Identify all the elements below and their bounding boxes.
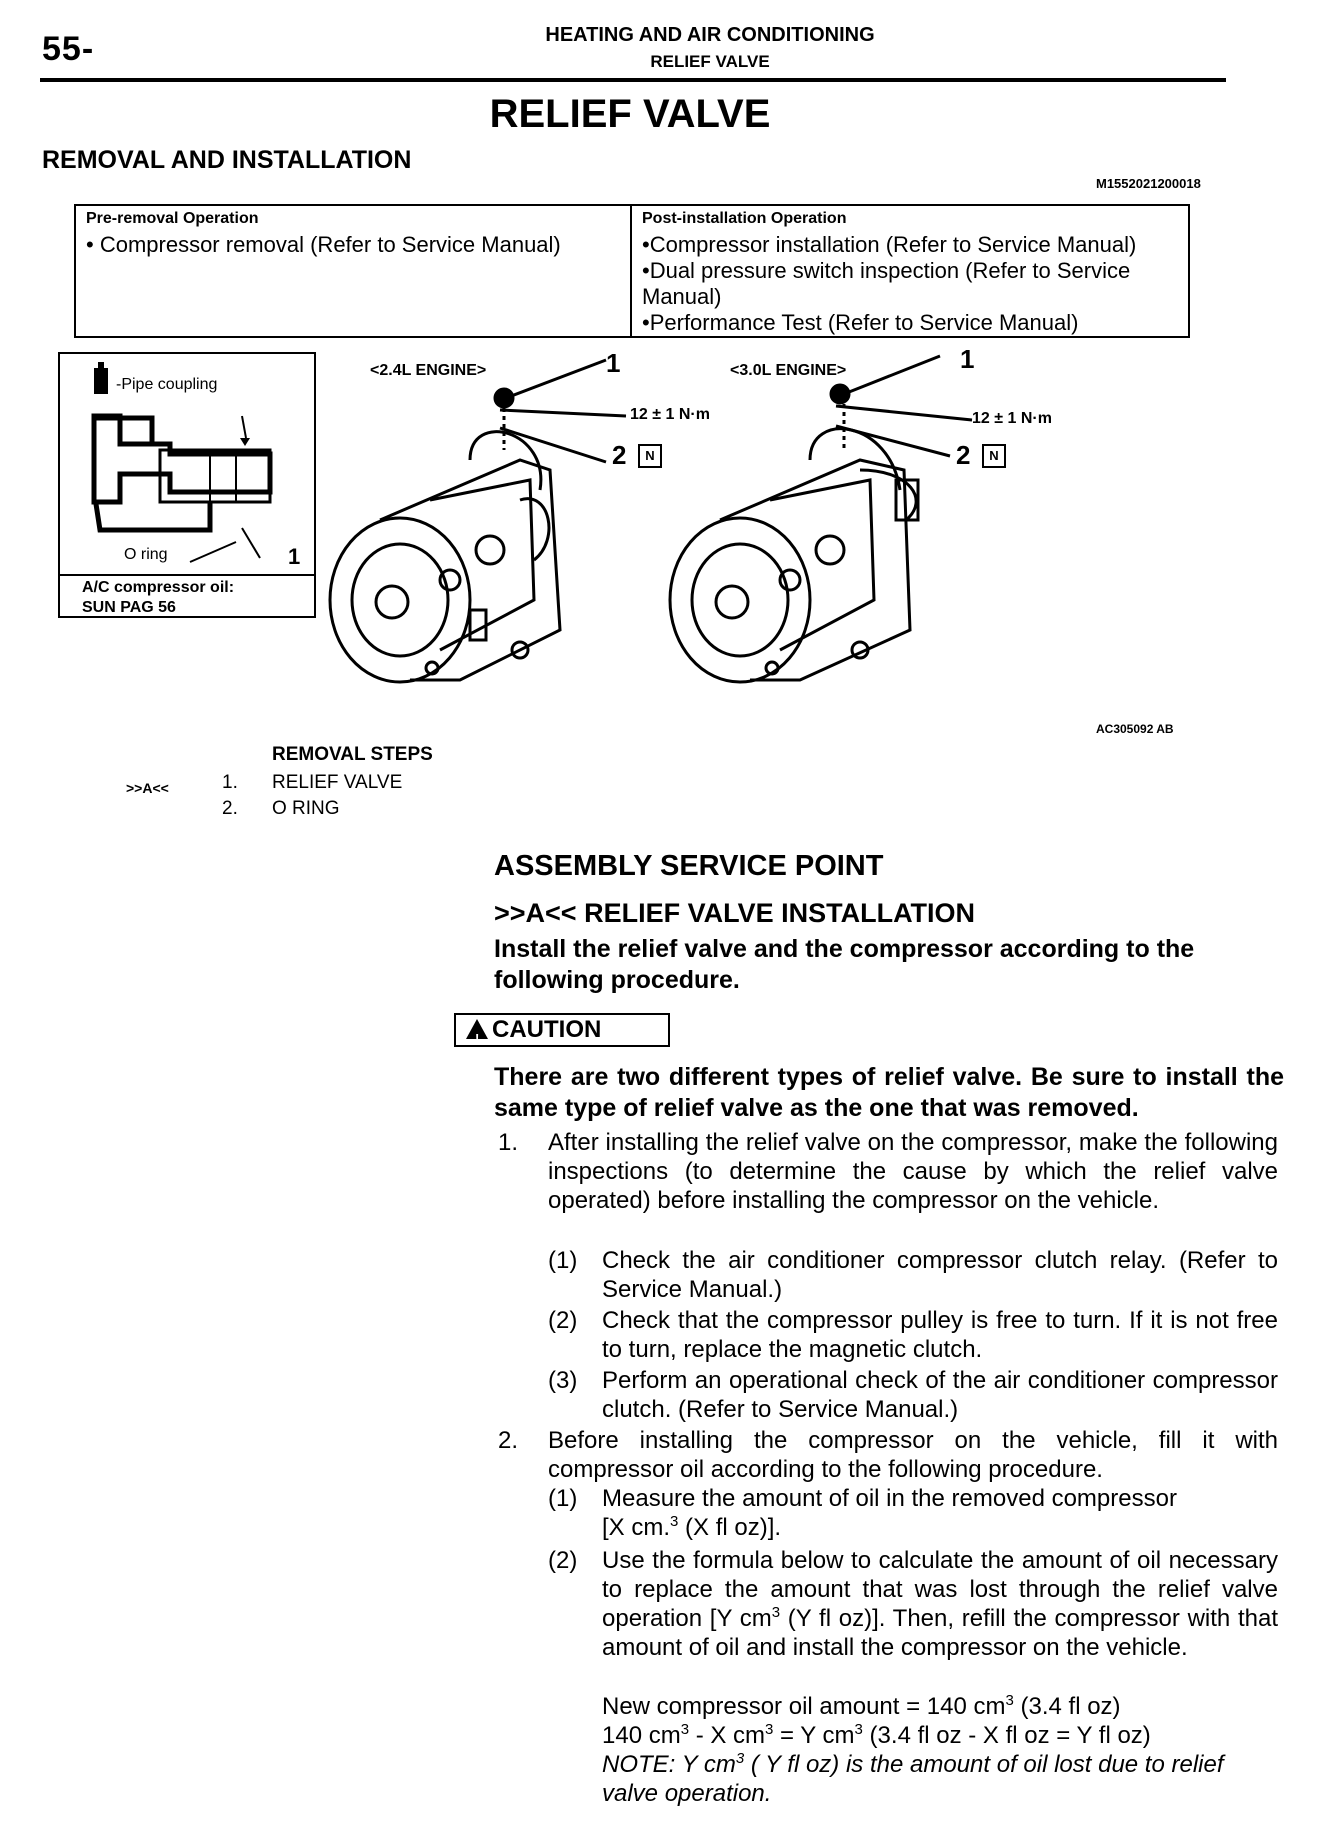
removal-step-label: RELIEF VALVE <box>272 772 403 793</box>
figure-id: AC305092 AB <box>1096 722 1174 736</box>
service-point-heading: ASSEMBLY SERVICE POINT <box>494 850 884 882</box>
substep-number: (2) <box>548 1307 578 1334</box>
removal-steps-title: REMOVAL STEPS <box>272 744 433 765</box>
torque-right: 12 ± 1 N·m <box>972 410 1052 427</box>
formula-lost-oil: 140 $cm^3$ - X $cm^3 = Y$ $cm^3$ (3.4 fl oz - X fl oz = Y fl oz) <box>602 1721 1151 1749</box>
assembly-marker: >>A<< <box>126 780 169 796</box>
substep-text: Check that the compressor pulley is free to turn. If it is not free to turn, replace the magnetic clutch. <box>602 1307 1278 1363</box>
inset-callout: 1 <box>288 544 301 569</box>
callout-1-right: 1 <box>960 344 975 374</box>
page-subtitle: REMOVAL AND INSTALLATION <box>42 146 412 174</box>
substep-number: (1) <box>548 1247 578 1274</box>
substep-text: Measure the amount of oil in the removed compressor [X cm.$^3$ (X fl oz)]. <box>602 1485 1177 1541</box>
callout-2-right: 2 <box>956 440 971 470</box>
section-title: HEATING AND AIR CONDITIONING <box>545 24 875 46</box>
inset-separator <box>60 574 314 576</box>
pre-removal-item: • Compressor removal (Refer to Service Manual) <box>86 232 561 257</box>
callout-1-left: 1 <box>606 348 621 378</box>
post-installation-item: •Dual pressure switch inspection (Refer to Service Manual) <box>642 258 1131 309</box>
note-text: NOTE: Y $cm^3$ ( Y fl oz) is the amount of oil lost due to relief valve operation. <box>602 1750 1224 1807</box>
engine-label-3-0l: <3.0L ENGINE> <box>730 362 847 379</box>
page-title: RELIEF VALVE <box>489 92 771 136</box>
removal-step-label: O RING <box>272 798 340 819</box>
n-mark-right: N <box>982 444 1006 468</box>
pipe-coupling-label: -Pipe coupling <box>116 376 218 393</box>
formula-new-oil: New compressor oil amount = 140 $cm^3$ (3.4 fl oz) <box>602 1692 1121 1720</box>
removal-step-number: 2. <box>222 798 238 819</box>
step-1-text: After installing the relief valve on the compressor, make the following inspections (to determine the cause by which the relief valve operated) before installing the compressor on the vehicle. <box>548 1129 1278 1214</box>
compressor-2-4l-drawing <box>330 360 626 682</box>
caution-label: CAUTION <box>492 1016 602 1043</box>
torque-left: 12 ± 1 N·m <box>630 406 710 423</box>
substep-number: (2) <box>548 1547 578 1574</box>
o-ring-label: O ring <box>124 546 168 563</box>
substep-text: Check the air conditioner compressor clutch relay. (Refer to Service Manual.) <box>602 1247 1278 1303</box>
post-installation-item: •Compressor installation (Refer to Service Manual) <box>642 232 1137 257</box>
compressor-3-0l-drawing <box>670 356 972 682</box>
operations-table <box>74 204 1190 338</box>
n-mark-left: N <box>638 444 662 468</box>
header-rule <box>40 78 1226 82</box>
post-installation-heading: Post-installation Operation <box>642 210 847 227</box>
caution-box <box>454 1013 670 1047</box>
service-point-intro: Install the relief valve and the compressor according to the following procedure. <box>494 935 1195 994</box>
compressor-illustrations <box>320 350 1040 700</box>
pre-removal-heading: Pre-removal Operation <box>86 210 259 227</box>
pipe-coupling-inset <box>58 352 316 618</box>
engine-label-2-4l: <2.4L ENGINE> <box>370 362 487 379</box>
substep-number: (3) <box>548 1367 578 1394</box>
subsection-title: RELIEF VALVE <box>650 52 770 71</box>
document-id: M1552021200018 <box>1096 176 1201 191</box>
callout-2-left: 2 <box>612 440 627 470</box>
page-number: 55- <box>42 30 95 68</box>
post-installation-item: •Performance Test (Refer to Service Manual) <box>642 310 1079 335</box>
service-point-subheading: >>A<< RELIEF VALVE INSTALLATION <box>494 898 976 928</box>
warning-icon: ! <box>466 1019 488 1039</box>
table-divider <box>630 206 632 336</box>
substep-number: (1) <box>548 1485 578 1512</box>
compressor-oil-spec: A/C compressor oil: SUN PAG 56 <box>82 579 235 616</box>
substep-text: Use the formula below to calculate the amount of oil necessary to replace the amount that was lost through the relief valve operation [Y $cm^3$ (Y fl oz)]. Then, refill the compressor with that amount of oil and install the compressor on the vehicle. <box>602 1547 1278 1661</box>
substep-text: Perform an operational check of the air conditioner compressor clutch. (Refer to Service Manual.) <box>602 1367 1278 1423</box>
step-2-text: Before installing the compressor on the vehicle, fill it with compressor oil according to the following procedure. <box>548 1427 1278 1483</box>
caution-text: There are two different types of relief valve. Be sure to install the same type of relief valve as the one that was removed. <box>494 1063 1284 1122</box>
step-number: 1. <box>498 1129 519 1156</box>
removal-step-number: 1. <box>222 772 238 793</box>
step-number: 2. <box>498 1427 519 1454</box>
